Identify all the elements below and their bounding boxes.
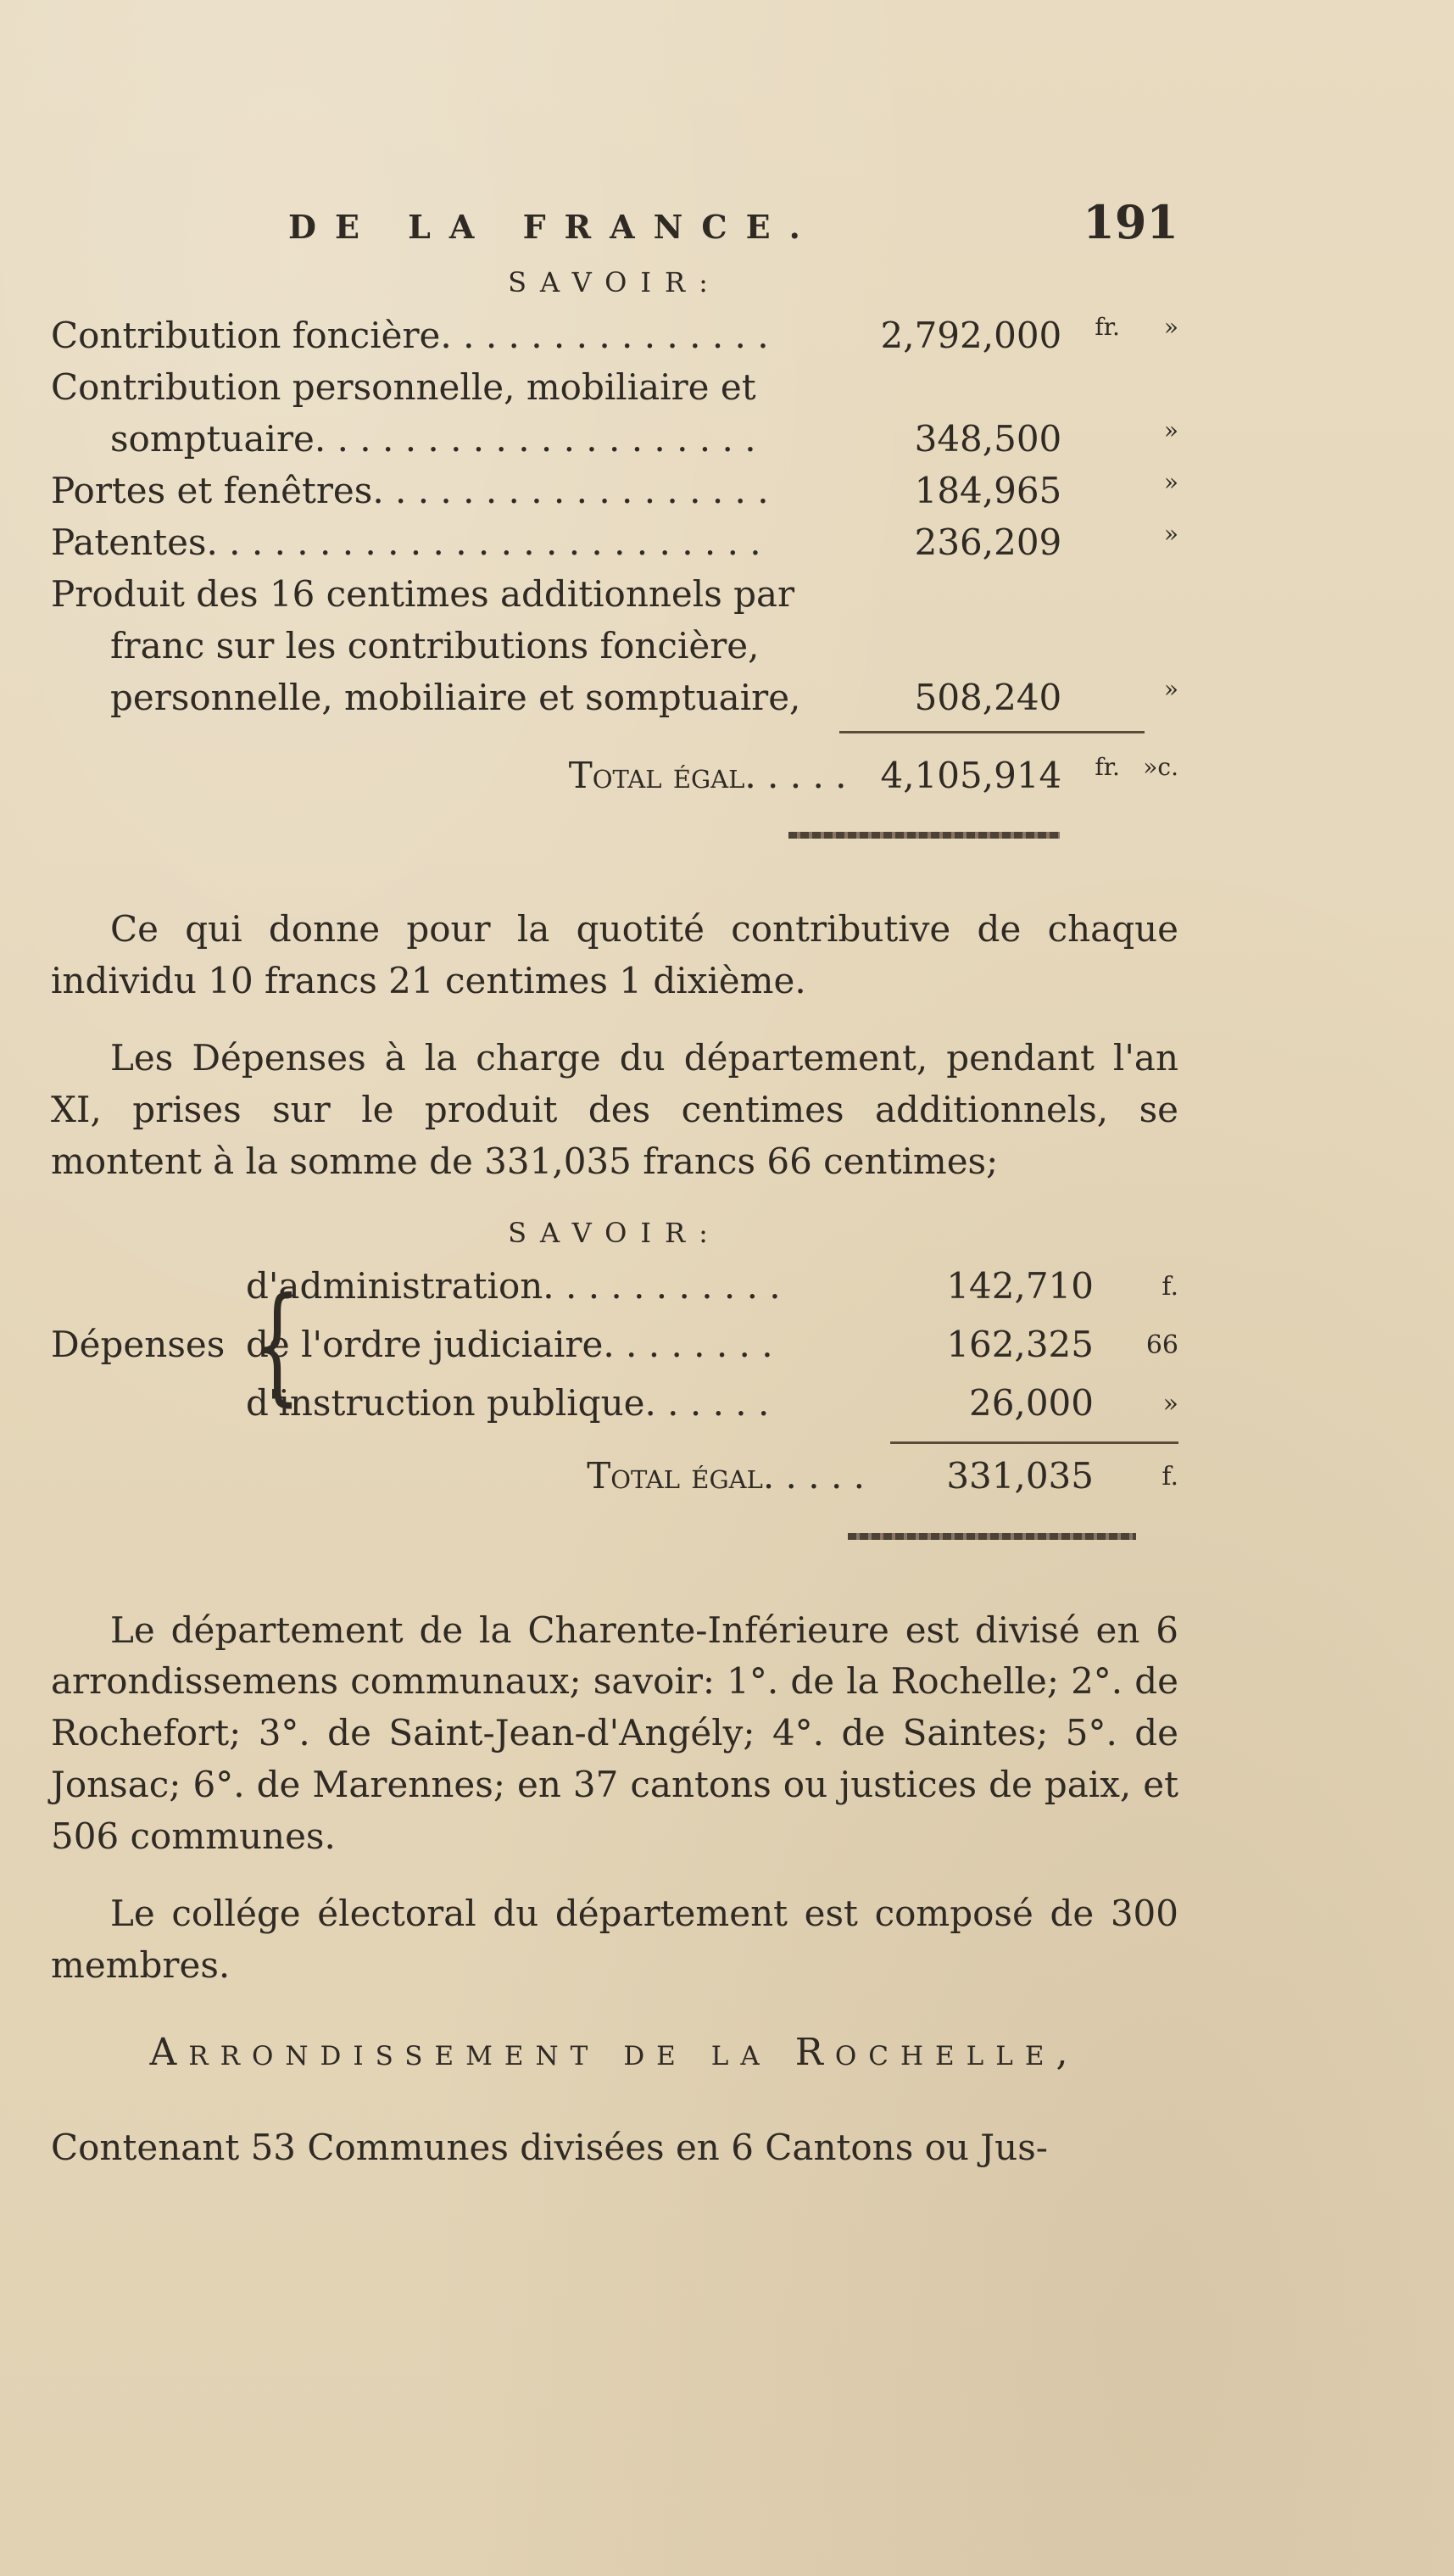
table-row xyxy=(51,466,1178,517)
page-number: 191 xyxy=(1083,195,1178,249)
section-heading: Arrondissement de la Rochelle, xyxy=(149,2030,1080,2074)
row-label: Contribution personnelle, mobiliaire et xyxy=(51,366,756,409)
row-label: somptuaire. . . . . . . . . . . . . . . . . . . . xyxy=(110,418,756,460)
table-row xyxy=(51,517,1178,569)
table-row xyxy=(51,310,1178,362)
spacer xyxy=(51,1863,1178,1888)
row-amount: 184,965 xyxy=(914,470,1062,512)
table-row xyxy=(51,362,1178,414)
running-head: DE LA FRANCE. xyxy=(288,208,819,246)
total-mark: »c. xyxy=(1143,752,1178,781)
row-unit: fr. xyxy=(1095,313,1120,342)
page-content xyxy=(51,187,1178,2174)
row-mark: » xyxy=(1163,468,1178,497)
total-row xyxy=(51,733,1178,802)
total-amount: 4,105,914 xyxy=(880,754,1062,796)
table-row xyxy=(51,569,1178,621)
expense-amount: 162,325 xyxy=(946,1324,1094,1366)
row-label: Contribution foncière. . . . . . . . . . . . . . . xyxy=(51,315,769,357)
expenses-label-group xyxy=(51,1271,302,1419)
row-mark xyxy=(1120,621,1178,672)
expense-total-unit: f. xyxy=(1162,1461,1178,1492)
row-unit xyxy=(1061,569,1120,621)
savoir-heading-1: SAVOIR: xyxy=(508,266,721,298)
expense-mark: » xyxy=(1162,1388,1178,1419)
expenses-grid xyxy=(51,1261,1178,1503)
paragraph-arrondissements: Le département de la Charente-Inférieure est divisé en 6 arrondissemens communaux; savoir: 1°. de la Rochelle; 2°. de Rochefort; 3°. de Saint-Jean-d'Angély; 4°. de Saintes; 5°. de Jonsac; 6°. de Marennes; en 37 cantons ou justices de paix, et 506 communes. xyxy=(51,1609,1178,1858)
expense-label: d'administration. . . . . . . . . . . xyxy=(246,1265,781,1308)
ornament-rule xyxy=(848,1533,1136,1540)
row-mark: » xyxy=(1163,519,1178,548)
table-row xyxy=(51,414,1178,466)
spacer xyxy=(51,1007,1178,1033)
row-amount: 508,240 xyxy=(914,676,1062,718)
row-label: personnelle, mobiliaire et somptuaire, xyxy=(110,676,801,718)
savoir-heading-2: SAVOIR: xyxy=(508,1216,721,1249)
contributions-table xyxy=(51,310,1178,801)
row-mark: » xyxy=(1163,674,1178,703)
brace-icon: { xyxy=(253,1271,302,1419)
spacer xyxy=(51,853,1178,904)
table-row xyxy=(51,724,1178,733)
row-mark: » xyxy=(1163,416,1178,445)
paragraph-expenses: Les Dépenses à la charge du département, pendant l'an XI, prises sur le produit des centimes additionnels, se montent à la somme de 331,035 francs 66 centimes; xyxy=(51,1037,1178,1182)
row-mark xyxy=(1120,362,1178,414)
expense-label: de l'ordre judiciaire. . . . . . . . xyxy=(246,1324,773,1366)
row-unit xyxy=(1061,362,1120,414)
expense-total-amount: 331,035 xyxy=(946,1454,1094,1497)
expense-total-rule xyxy=(890,1441,1178,1444)
row-mark xyxy=(1120,569,1178,621)
expense-label: d'instruction publique. . . . . . xyxy=(246,1381,770,1424)
row-amount xyxy=(881,569,1062,621)
expense-total-rule-container xyxy=(890,1436,1178,1444)
row-amount xyxy=(881,621,1062,672)
expense-unit: f. xyxy=(1162,1271,1178,1302)
expense-total-label: Total égal. . . . . xyxy=(587,1454,865,1497)
row-label: Patentes. . . . . . . . . . . . . . . . . . . . . . . . . xyxy=(51,521,761,563)
row-amount: 348,500 xyxy=(914,418,1062,460)
row-mark: » xyxy=(1163,313,1178,342)
expense-cents: 66 xyxy=(1145,1330,1178,1360)
bottom-line: Contenant 53 Communes divisées en 6 Cantons ou Jus- xyxy=(51,2126,1048,2168)
row-unit xyxy=(1061,621,1120,672)
paragraph-individual-quota: Ce qui donne pour la quotité contributive de chaque individu 10 francs 21 centimes 1 dixième. xyxy=(51,908,1178,1002)
row-unit xyxy=(1061,414,1120,466)
row-amount: 2,792,000 xyxy=(880,315,1062,357)
paragraph-college-electoral: Le collége électoral du département est composé de 300 membres. xyxy=(51,1893,1178,1986)
row-unit xyxy=(1061,672,1120,724)
row-label: Portes et fenêtres. . . . . . . . . . . . . . . . . . xyxy=(51,470,769,512)
ornament-rule xyxy=(788,832,1060,839)
total-label: Total égal. . . . . xyxy=(568,754,847,796)
table-row xyxy=(51,672,1178,724)
expense-amount: 26,000 xyxy=(969,1381,1094,1424)
row-amount: 236,209 xyxy=(914,521,1062,563)
spacer xyxy=(51,1554,1178,1605)
total-unit: fr. xyxy=(1095,752,1120,781)
row-label: franc sur les contributions foncière, xyxy=(110,624,760,666)
row-amount xyxy=(881,362,1062,414)
expenses-label: Dépenses xyxy=(51,1324,226,1366)
row-unit xyxy=(1061,517,1120,569)
row-unit xyxy=(1061,466,1120,517)
row-label: Produit des 16 centimes additionnels par xyxy=(51,572,795,615)
table-row xyxy=(51,621,1178,672)
expense-amount: 142,710 xyxy=(946,1265,1094,1308)
